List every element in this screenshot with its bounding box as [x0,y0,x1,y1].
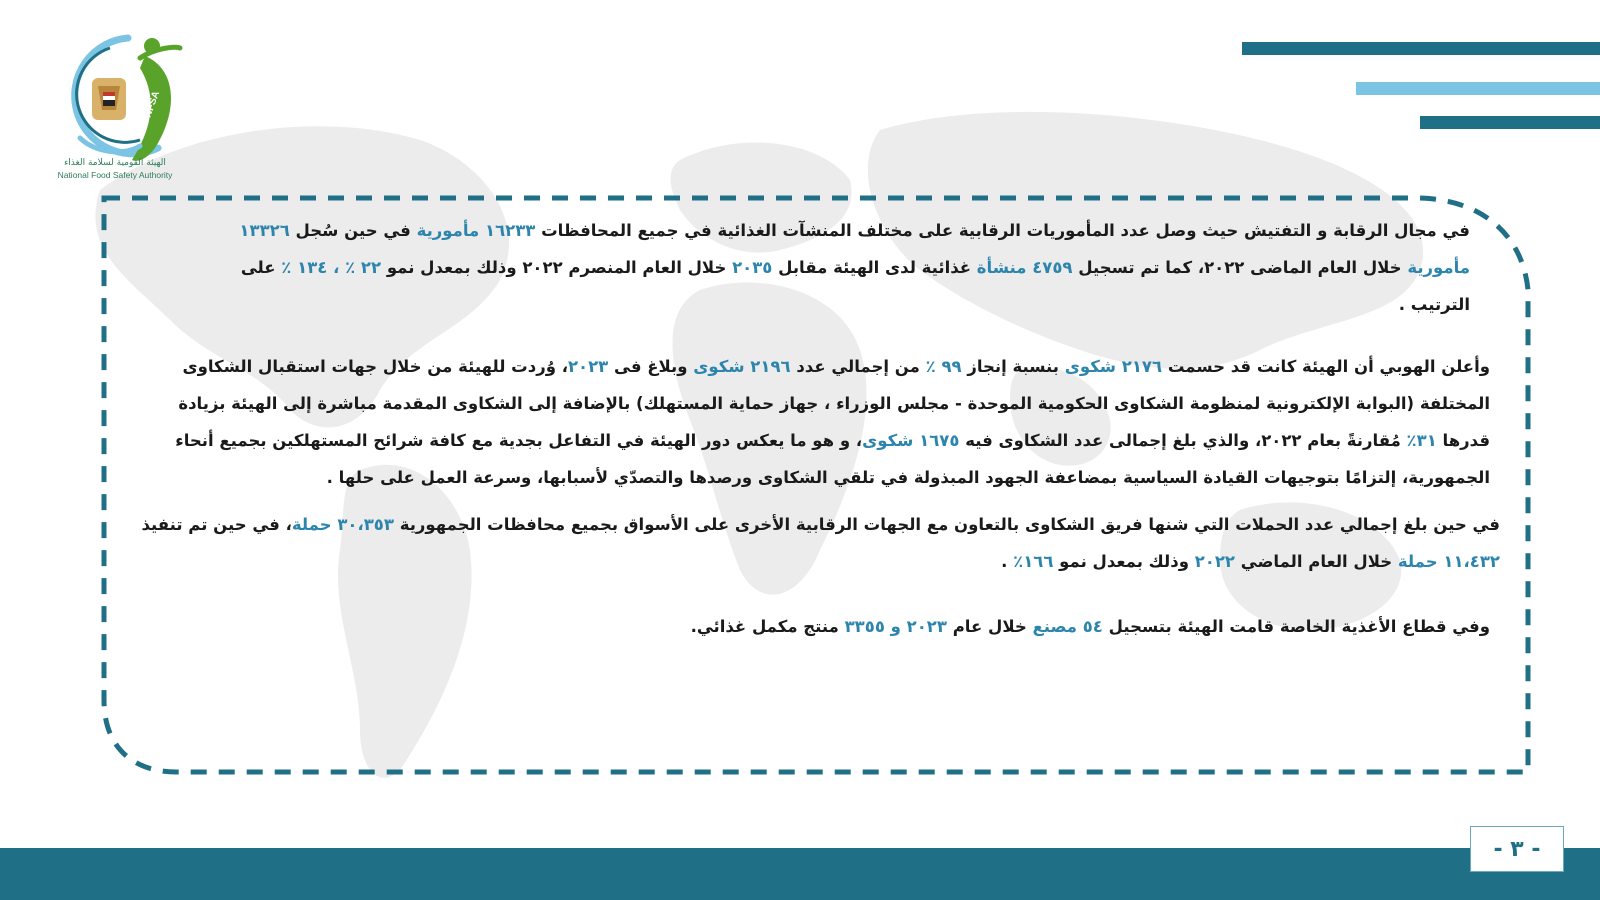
text-segment: وبلاغ فى [608,357,694,376]
decorative-bar-light [1356,82,1600,95]
text-segment: في حين بلغ إجمالي عدد الحملات التي شنها فريق الشكاوى بالتعاون مع الجهات الرقابية الأخرى على الأسواق بجميع محافظات الجمهورية [393,515,1500,534]
text-segment: على الترتيب . [240,258,1470,314]
text-segment: خلال العام الماضي [1235,552,1398,571]
highlight-campaign-growth: ١٦٦٪ [1013,552,1054,571]
text-segment: وفي قطاع الأغذية الخاصة قامت الهيئة بتسجيل [1102,617,1490,636]
text-segment: غذائية لدى الهيئة مقابل [772,258,977,277]
highlight-campaigns-total: ٣٠،٣٥٣ حملة [291,515,394,534]
highlight-complaints-previous: ١٦٧٥ شكوى [862,431,960,450]
decorative-bar-dark [1242,42,1600,55]
text-segment: مُقارنةً بعام ٢٠٢٢، والذي بلغ إجمالى عدد الشكاوى فيه [959,431,1407,450]
logo-mark-text: NFSA [142,89,163,120]
text-segment: خلال العام الماضى ٢٠٢٢، كما تم تسجيل [1072,258,1408,277]
highlight-missions-previous: ١٣٣٢٦ مأمورية [239,221,1470,277]
logo-caption-arabic: الهيئة القومية لسلامة الغذاء [64,158,166,168]
paragraph-campaigns [120,506,1500,580]
text-segment: منتج مكمل غذائي. [690,617,845,636]
highlight-year: ٢٠٢٣ [567,357,609,376]
highlight-campaigns-previous: ١١،٤٣٢ حملة [1397,552,1500,571]
page-number: - ٣ - [1470,826,1564,872]
paragraph-complaints [120,348,1500,496]
text-segment: من إجمالي عدد [790,357,926,376]
highlight-complaints-total: ٢١٩٦ شكوى [693,357,791,376]
highlight-growth-rates: ٢٢ ٪ ، ١٣٤ ٪ [281,258,382,277]
logo-caption-english: National Food Safety Authority [57,170,173,180]
text-segment: في حين سُجل [289,221,417,240]
text-segment: وذلك بمعدل نمو [1053,552,1195,571]
text-segment: في مجال الرقابة و التفتيش حيث وصل عدد المأموريات الرقابية على مختلف المنشآت الغذائية في جميع المحافظات [535,221,1470,240]
footer-bar [0,848,1600,900]
text-segment: خلال العام المنصرم ٢٠٢٢ وذلك بمعدل نمو [381,258,733,277]
highlight-completion-rate: ٩٩ ٪ [925,357,962,376]
text-segment: ، في حين تم تنفيذ [141,515,292,534]
text-segment: بنسبة إنجاز [961,357,1065,376]
highlight-previous-year: ٢٠٢٢ [1194,552,1235,571]
text-segment: ، وُردت للهيئة من خلال جهات استقبال الشكاوى المختلفة (البوابة الإلكترونية لمنظومة الشكاوى الحكومية الموحدة - مجلس الوزراء ، جهاز حماية المستهلك) بالإضافة إلى الشكاوى المقدمة مباشرة إلى الهيئة بزيادة قدرها [178,357,1490,450]
highlight-facilities: ٤٧٥٩ منشأة [976,258,1073,277]
highlight-year-and-products: ٢٠٢٣ و ٣٣٥٥ [844,617,947,636]
paragraph-special-foods [120,608,1500,645]
highlight-facilities-previous: ٢٠٣٥ [732,258,773,277]
highlight-complaints-resolved: ٢١٧٦ شكوى [1064,357,1163,376]
decorative-bar-dark-short [1420,116,1600,129]
eagle-emblem-icon [92,78,126,120]
content-body [120,212,1500,645]
text-segment: وأعلن الهوبي أن الهيئة كانت قد حسمت [1162,357,1490,376]
highlight-missions-total: ١٦٢٣٣ مأمورية [416,221,536,240]
text-segment: ، و هو ما يعكس دور الهيئة في التفاعل بجدية مع كافة شرائح المستهلكين بجميع أنحاء الجمهورية، إلتزامًا بتوجيهات القيادة السياسية بمضاعفة الجهود المبذولة في تلقي الشكاوى ورصدها والتصدّي لأسبابها، وسرعة العمل على حلها . [175,431,1490,487]
text-segment: خلال عام [946,617,1033,636]
text-segment: . [1001,552,1014,571]
highlight-increase-rate: ٣١٪ [1406,431,1437,450]
highlight-factories: ٥٤ مصنع [1032,617,1103,636]
paragraph-inspection [120,212,1500,323]
